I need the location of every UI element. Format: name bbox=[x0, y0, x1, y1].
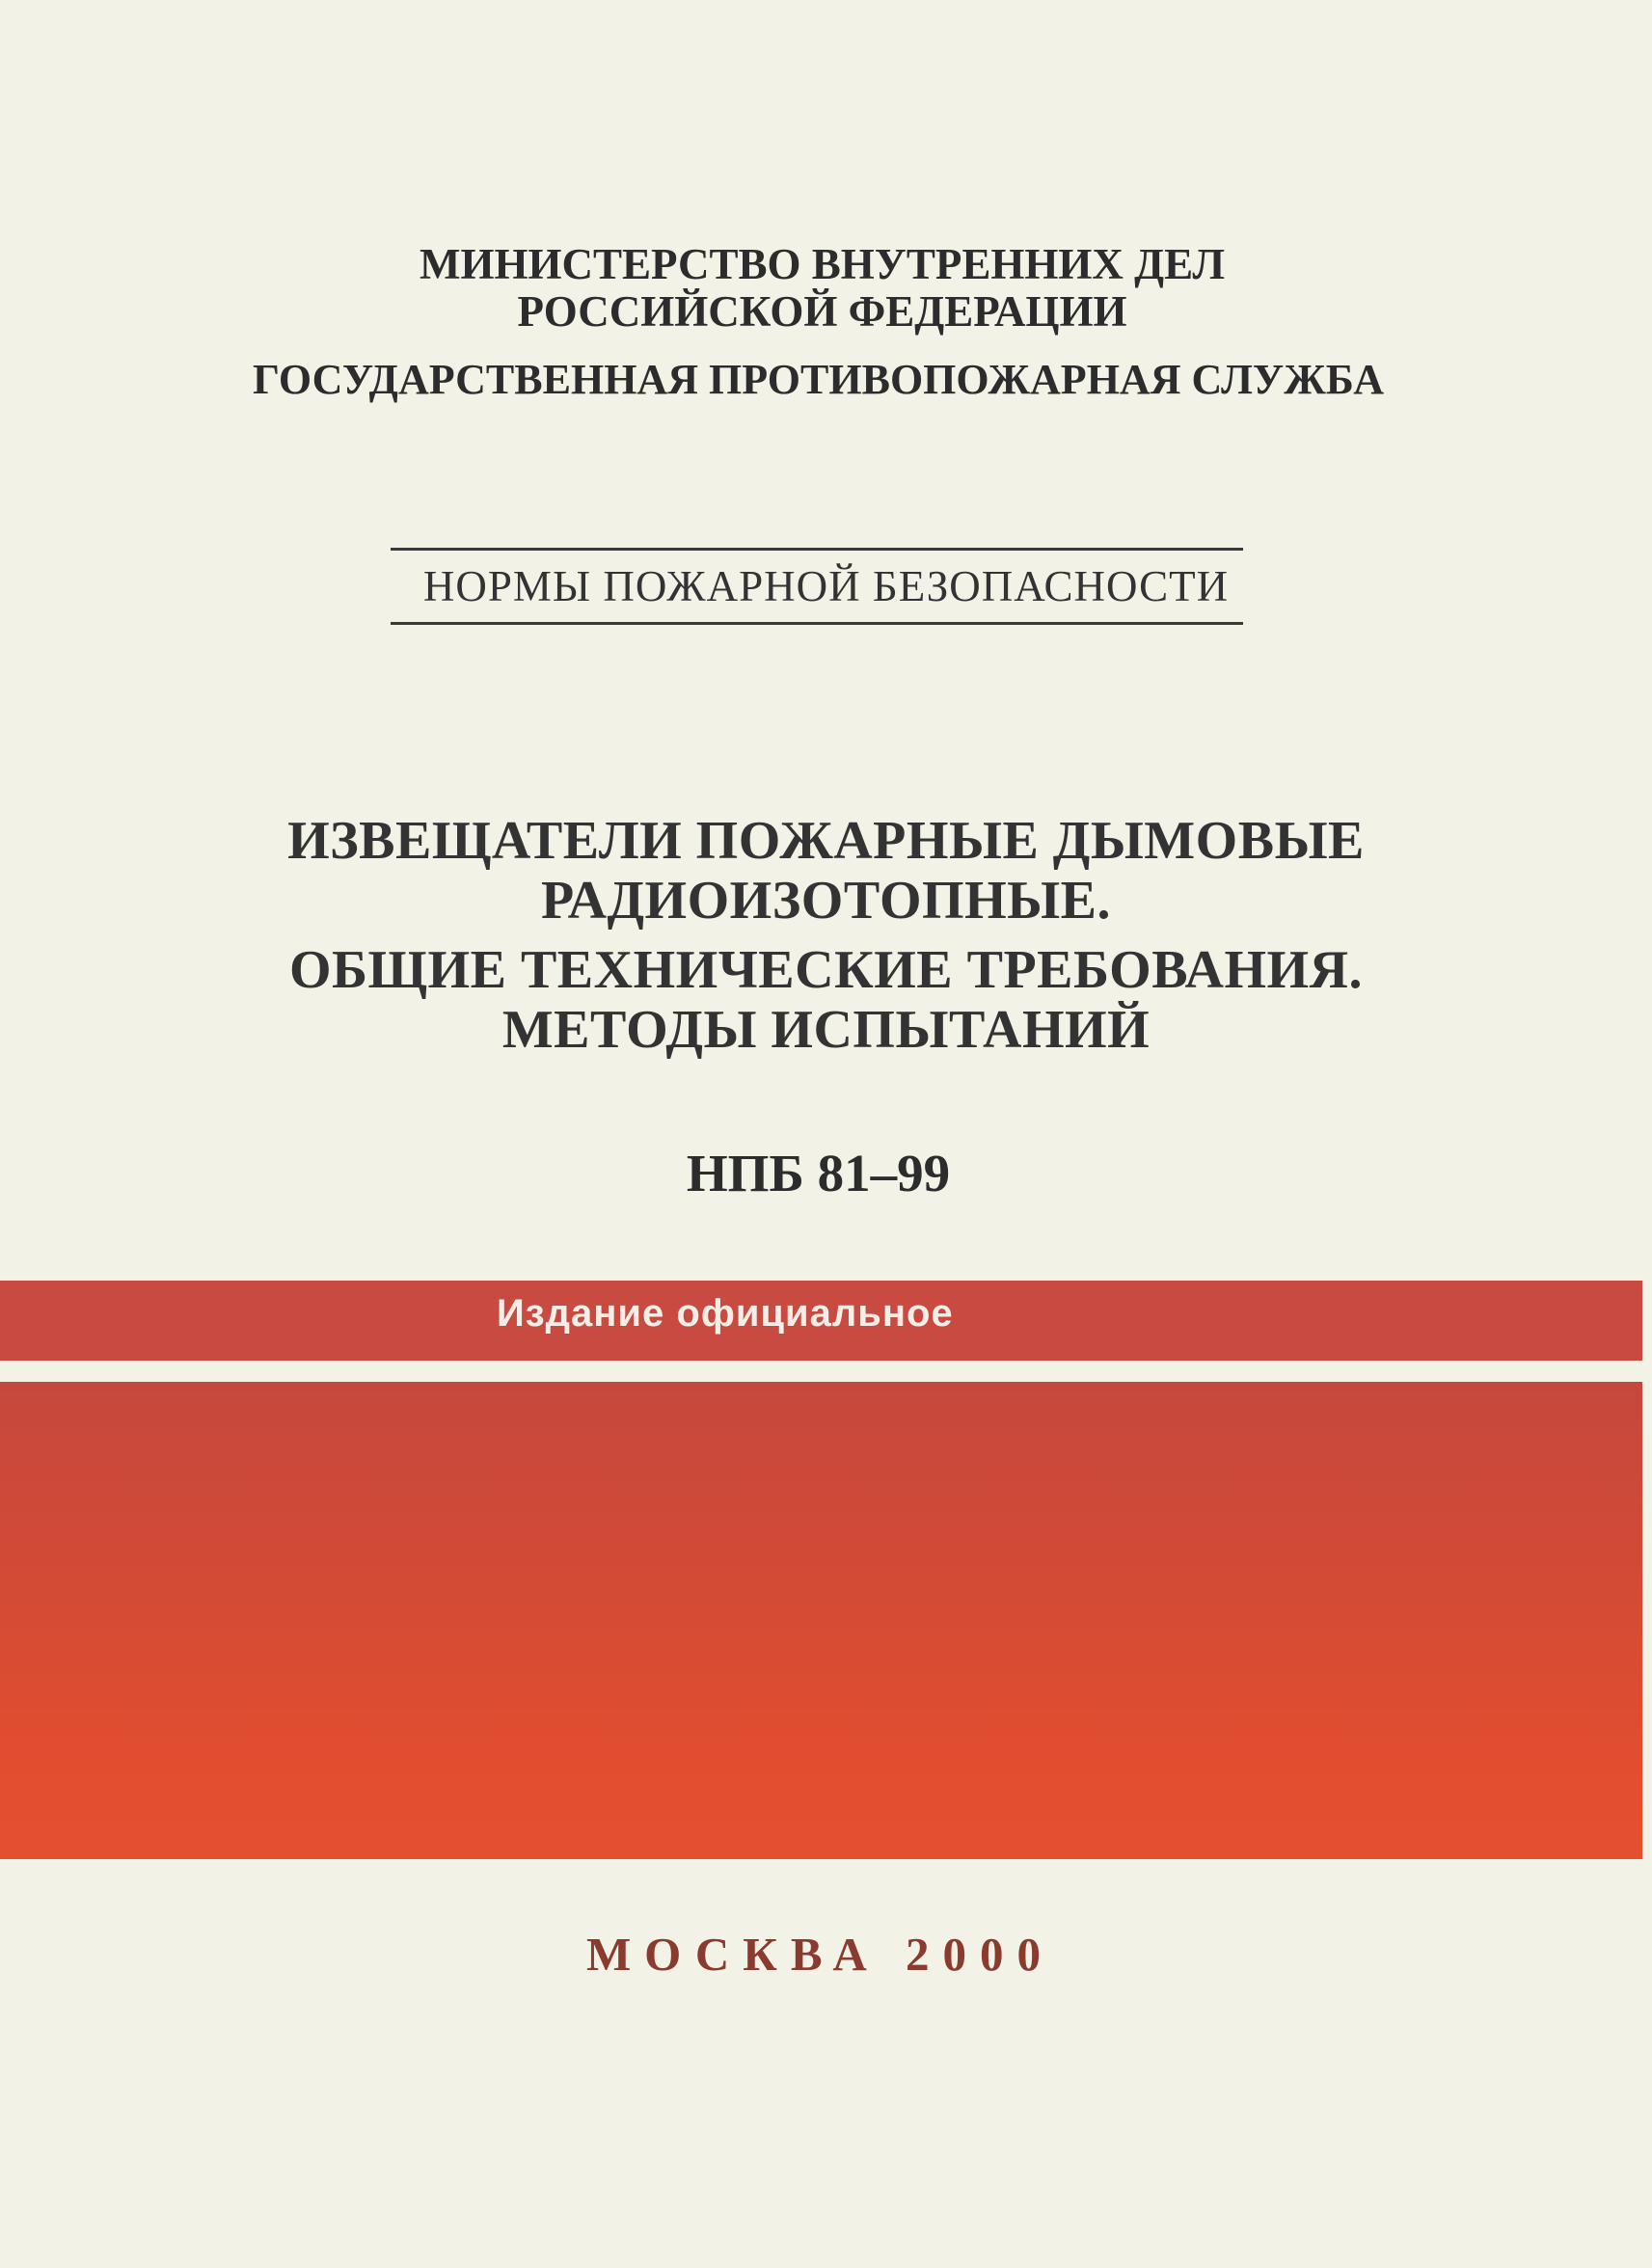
document-title-line-4: МЕТОДЫ ИСПЫТАНИЙ bbox=[501, 1000, 1151, 1060]
series-top-rule bbox=[391, 548, 1243, 551]
document-title-line-3: ОБЩИЕ ТЕХНИЧЕСКИЕ ТРЕБОВАНИЯ. bbox=[288, 940, 1364, 1000]
service-name: ГОСУДАРСТВЕННАЯ ПРОТИВОПОЖАРНАЯ СЛУЖБА bbox=[252, 356, 1385, 403]
edition-label: Издание официальное bbox=[497, 1292, 954, 1335]
decorative-red-block bbox=[0, 1382, 1642, 1859]
document-title-line-2: РАДИОИЗОТОПНЫЕ. bbox=[541, 871, 1111, 931]
ministry-name-line-1: МИНИСТЕРСТВО ВНУТРЕННИХ ДЕЛ bbox=[419, 240, 1226, 288]
series-name: НОРМЫ ПОЖАРНОЙ БЕЗОПАСНОСТИ bbox=[422, 562, 1230, 610]
document-title-line-1: ИЗВЕЩАТЕЛИ ПОЖАРНЫЕ ДЫМОВЫЕ bbox=[287, 811, 1365, 871]
imprint-city-year: МОСКВА 2000 bbox=[585, 1928, 1055, 1981]
document-code: НПБ 81–99 bbox=[686, 1144, 951, 1202]
series-bottom-rule bbox=[391, 622, 1243, 625]
ministry-name-line-2: РОССИЙСКОЙ ФЕДЕРАЦИИ bbox=[517, 287, 1127, 336]
